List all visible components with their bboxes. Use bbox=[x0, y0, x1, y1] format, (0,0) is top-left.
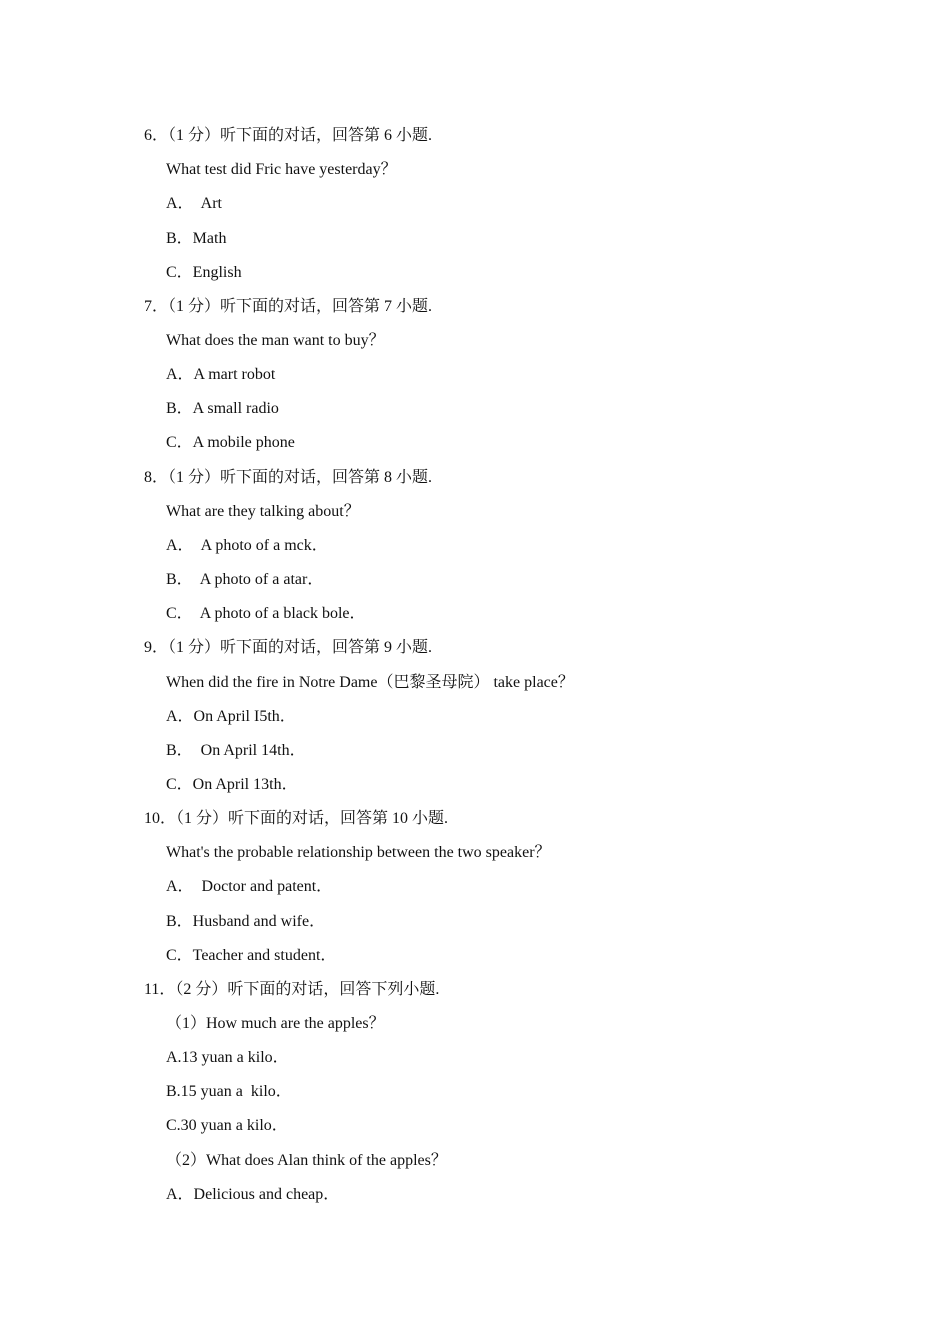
question-7-header: 7．（1 分）听下面的对话，回答第 7 小题. bbox=[144, 298, 433, 315]
question-11-sub1-text: （1）How much are the apples？ bbox=[166, 1015, 385, 1032]
question-9-header: 9．（1 分）听下面的对话，回答第 9 小题. bbox=[144, 639, 433, 656]
question-11-sub1-option-c: C.30 yuan a kilo． bbox=[166, 1117, 288, 1134]
question-9-text: When did the fire in Notre Dame（巴黎圣母院） take place？ bbox=[166, 674, 574, 691]
question-7-option-b: B．A small radio bbox=[166, 400, 279, 417]
question-6-option-b: B．Math bbox=[166, 230, 227, 247]
question-6-option-c: C．English bbox=[166, 264, 242, 281]
question-8-option-c: C． A photo of a black bole． bbox=[166, 605, 366, 622]
question-10-header: 10．（1 分）听下面的对话，回答第 10 小题. bbox=[144, 810, 449, 827]
question-7-option-a: A．A mart robot bbox=[166, 366, 276, 383]
question-10-text: What's the probable relationship between the two speaker？ bbox=[166, 844, 551, 861]
question-6-option-a: A． Art bbox=[166, 195, 223, 212]
question-8-option-b: B． A photo of a atar． bbox=[166, 571, 324, 588]
question-10-option-b: B．Husband and wife． bbox=[166, 913, 326, 930]
question-9-option-b: B． On April 14th． bbox=[166, 742, 306, 759]
question-11-header: 11．（2 分）听下面的对话，回答下列小题. bbox=[144, 981, 440, 998]
question-8-header: 8．（1 分）听下面的对话，回答第 8 小题. bbox=[144, 469, 433, 486]
question-6-header: 6．（1 分）听下面的对话，回答第 6 小题. bbox=[144, 127, 433, 144]
question-10-option-c: C．Teacher and student． bbox=[166, 947, 337, 964]
question-11-sub2-option-a: A．Delicious and cheap． bbox=[166, 1186, 340, 1203]
question-6-text: What test did Fric have yesterday？ bbox=[166, 161, 397, 178]
question-8-option-a: A． A photo of a mck． bbox=[166, 537, 328, 554]
question-9-option-c: C．On April 13th． bbox=[166, 776, 298, 793]
question-11-sub1-option-a: A.13 yuan a kilo． bbox=[166, 1049, 289, 1066]
question-11-sub1-option-b: B.15 yuan a kilo． bbox=[166, 1083, 292, 1100]
question-7-text: What does the man want to buy？ bbox=[166, 332, 385, 349]
question-8-text: What are they talking about？ bbox=[166, 503, 360, 520]
question-9-option-a: A．On April I5th． bbox=[166, 708, 296, 725]
question-7-option-c: C．A mobile phone bbox=[166, 434, 295, 451]
question-11-sub2-text: （2）What does Alan think of the apples？ bbox=[166, 1152, 447, 1169]
question-10-option-a: A． Doctor and patent． bbox=[166, 878, 333, 895]
